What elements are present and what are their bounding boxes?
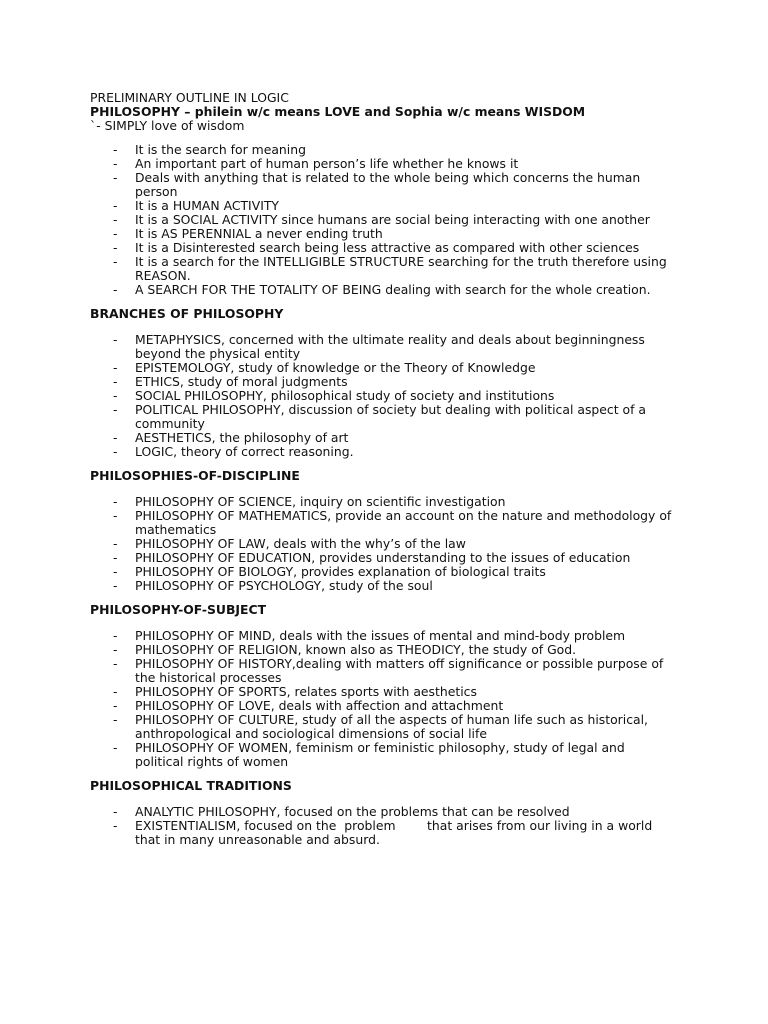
list-item bbox=[90, 495, 690, 509]
dash-marker: - bbox=[113, 240, 118, 255]
document-page bbox=[90, 91, 690, 847]
list-item bbox=[90, 171, 690, 199]
list-item-text: EPISTEMOLOGY, study of knowledge or the Theory of Knowledge bbox=[135, 360, 536, 375]
dash-marker: - bbox=[113, 388, 118, 403]
list-item-text: PHILOSOPHY OF EDUCATION, provides understanding to the issues of education bbox=[135, 550, 631, 565]
list-item bbox=[90, 629, 690, 643]
dash-marker: - bbox=[113, 360, 118, 375]
list-item bbox=[90, 199, 690, 213]
list-item bbox=[90, 713, 690, 741]
list-item-text: It is a search for the INTELLIGIBLE STRUCTURE searching for the truth therefore using REASON. bbox=[135, 254, 667, 283]
list-item-text: PHILOSOPHY OF HISTORY,dealing with matters off significance or possible purpose of the historical processes bbox=[135, 656, 664, 685]
list-item-text: LOGIC, theory of correct reasoning. bbox=[135, 444, 354, 459]
list-item-text: PHILOSOPHY OF WOMEN, feminism or feministic philosophy, study of legal and political rights of women bbox=[135, 740, 625, 769]
list-item-text: PHILOSOPHY OF BIOLOGY, provides explanation of biological traits bbox=[135, 564, 546, 579]
list-item bbox=[90, 143, 690, 157]
list-item bbox=[90, 255, 690, 283]
list-item bbox=[90, 283, 690, 297]
list-item-text: It is AS PERENNIAL a never ending truth bbox=[135, 226, 383, 241]
dash-marker: - bbox=[113, 508, 118, 523]
traditions-list bbox=[90, 805, 690, 847]
list-item bbox=[90, 579, 690, 593]
list-item-text: METAPHYSICS, concerned with the ultimate reality and deals about beginningness beyond the physical entity bbox=[135, 332, 645, 361]
list-item-text: PHILOSOPHY OF PSYCHOLOGY, study of the soul bbox=[135, 578, 433, 593]
list-item bbox=[90, 509, 690, 537]
list-item-text: A SEARCH FOR THE TOTALITY OF BEING dealing with search for the whole creation. bbox=[135, 282, 651, 297]
dash-marker: - bbox=[113, 142, 118, 157]
disciplines-list bbox=[90, 495, 690, 593]
subject-list bbox=[90, 629, 690, 769]
dash-marker: - bbox=[113, 226, 118, 241]
list-item-text: It is a Disinterested search being less attractive as compared with other sciences bbox=[135, 240, 640, 255]
list-item-text: PHILOSOPHY OF LOVE, deals with affection and attachment bbox=[135, 698, 504, 713]
dash-marker: - bbox=[113, 198, 118, 213]
intro-list bbox=[90, 143, 690, 297]
dash-marker: - bbox=[113, 494, 118, 509]
list-item bbox=[90, 403, 690, 431]
list-item-text: PHILOSOPHY OF RELIGION, known also as THEODICY, the study of God. bbox=[135, 642, 577, 657]
dash-marker: - bbox=[113, 740, 118, 755]
list-item bbox=[90, 537, 690, 551]
list-item-text: SOCIAL PHILOSOPHY, philosophical study of society and institutions bbox=[135, 388, 555, 403]
dash-marker: - bbox=[113, 156, 118, 171]
section-heading-traditions: PHILOSOPHICAL TRADITIONS bbox=[90, 778, 292, 793]
document-tagline: `- SIMPLY love of wisdom bbox=[90, 118, 245, 133]
dash-marker: - bbox=[113, 170, 118, 185]
list-item bbox=[90, 375, 690, 389]
list-item bbox=[90, 685, 690, 699]
list-item bbox=[90, 819, 690, 847]
list-item bbox=[90, 431, 690, 445]
list-item-text: PHILOSOPHY OF SPORTS, relates sports with aesthetics bbox=[135, 684, 477, 699]
list-item bbox=[90, 361, 690, 375]
list-item-text: PHILOSOPHY OF CULTURE, study of all the aspects of human life such as historical, anthropological and sociological dimensions of social life bbox=[135, 712, 648, 741]
list-item bbox=[90, 551, 690, 565]
list-item bbox=[90, 699, 690, 713]
section-heading-subject: PHILOSOPHY-OF-SUBJECT bbox=[90, 602, 267, 617]
list-item-text: PHILOSOPHY OF MIND, deals with the issues of mental and mind-body problem bbox=[135, 628, 626, 643]
dash-marker: - bbox=[113, 642, 118, 657]
dash-marker: - bbox=[113, 684, 118, 699]
dash-marker: - bbox=[113, 578, 118, 593]
document-subtitle: PHILOSOPHY – philein w/c means LOVE and Sophia w/c means WISDOM bbox=[90, 104, 586, 119]
list-item-text: It is a SOCIAL ACTIVITY since humans are social being interacting with one another bbox=[135, 212, 650, 227]
list-item-text: PHILOSOPHY OF SCIENCE, inquiry on scientific investigation bbox=[135, 494, 506, 509]
dash-marker: - bbox=[113, 402, 118, 417]
list-item bbox=[90, 805, 690, 819]
list-item-text: It is the search for meaning bbox=[135, 142, 306, 157]
dash-marker: - bbox=[113, 818, 118, 833]
list-item bbox=[90, 565, 690, 579]
dash-marker: - bbox=[113, 332, 118, 347]
list-item bbox=[90, 445, 690, 459]
list-item-text: PHILOSOPHY OF LAW, deals with the why’s of the law bbox=[135, 536, 466, 551]
document-title: PRELIMINARY OUTLINE IN LOGIC bbox=[90, 90, 289, 105]
dash-marker: - bbox=[113, 698, 118, 713]
list-item bbox=[90, 741, 690, 769]
dash-marker: - bbox=[113, 628, 118, 643]
list-item-text: AESTHETICS, the philosophy of art bbox=[135, 430, 349, 445]
list-item-text: Deals with anything that is related to the whole being which concerns the human person bbox=[135, 170, 641, 199]
list-item-text: An important part of human person’s life whether he knows it bbox=[135, 156, 519, 171]
list-item-text: EXISTENTIALISM, focused on the problem that arises from our living in a world that in many unreasonable and absurd. bbox=[135, 818, 657, 847]
list-item bbox=[90, 213, 690, 227]
list-item bbox=[90, 657, 690, 685]
dash-marker: - bbox=[113, 374, 118, 389]
dash-marker: - bbox=[113, 550, 118, 565]
dash-marker: - bbox=[113, 212, 118, 227]
dash-marker: - bbox=[113, 536, 118, 551]
list-item bbox=[90, 389, 690, 403]
dash-marker: - bbox=[113, 282, 118, 297]
section-heading-disciplines: PHILOSOPHIES-OF-DISCIPLINE bbox=[90, 468, 300, 483]
list-item-text: It is a HUMAN ACTIVITY bbox=[135, 198, 279, 213]
dash-marker: - bbox=[113, 804, 118, 819]
dash-marker: - bbox=[113, 430, 118, 445]
dash-marker: - bbox=[113, 564, 118, 579]
dash-marker: - bbox=[113, 656, 118, 671]
dash-marker: - bbox=[113, 254, 118, 269]
list-item-text: ETHICS, study of moral judgments bbox=[135, 374, 348, 389]
list-item-text: POLITICAL PHILOSOPHY, discussion of society but dealing with political aspect of a community bbox=[135, 402, 646, 431]
list-item bbox=[90, 643, 690, 657]
branches-list bbox=[90, 333, 690, 459]
list-item bbox=[90, 157, 690, 171]
section-heading-branches: BRANCHES OF PHILOSOPHY bbox=[90, 306, 284, 321]
list-item bbox=[90, 227, 690, 241]
list-item bbox=[90, 333, 690, 361]
list-item-text: ANALYTIC PHILOSOPHY, focused on the problems that can be resolved bbox=[135, 804, 570, 819]
dash-marker: - bbox=[113, 712, 118, 727]
list-item-text: PHILOSOPHY OF MATHEMATICS, provide an account on the nature and methodology of mathematics bbox=[135, 508, 672, 537]
list-item bbox=[90, 241, 690, 255]
dash-marker: - bbox=[113, 444, 118, 459]
